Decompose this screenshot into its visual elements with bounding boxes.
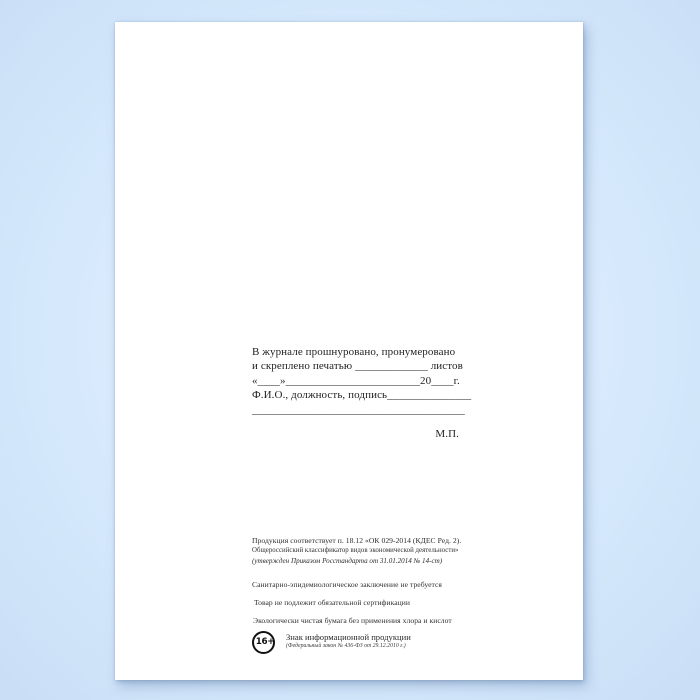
stitch-line-5: ______________________________________	[252, 403, 465, 416]
stitch-line-2: и скреплено печатью _____________ листов	[252, 360, 463, 373]
age-rating-16plus-icon	[252, 631, 275, 654]
age-rating-label: 16+	[255, 637, 275, 647]
stitching-certification-block	[252, 345, 472, 441]
standard-compliance-line-1: Продукция соответствует п. 18.12 «ОК 029-2014 (КДЕС Ред. 2).	[252, 536, 462, 545]
stitch-line-3: «____»________________________20____г.	[252, 374, 460, 387]
stitch-line-4: Ф.И.О., должность, подпись_______________	[252, 389, 472, 402]
age-mark-text	[286, 631, 411, 650]
stamp-place-label: М.П.	[435, 428, 459, 441]
sanitary-statement: Санитарно-эпидемиологическое заключение не требуется	[252, 579, 442, 589]
age-mark-title: Знак информационной продукции	[286, 631, 411, 642]
standard-compliance-line-3: (утвержден Приказом Росстандарта от 31.01.2014 № 14-ст)	[252, 556, 443, 565]
journal-back-page	[115, 22, 583, 680]
age-mark-law-note: (Федеральный закон № 436-ФЗ от 29.12.2010 г.)	[286, 642, 406, 649]
stitch-line-1: В журнале прошнуровано, пронумеровано	[252, 346, 456, 358]
eco-paper-statement: Экологически чистая бумага без применения хлора и кислот	[253, 615, 452, 625]
certification-statement: Товар не подлежит обязательной сертификации	[254, 597, 411, 607]
compliance-block	[252, 536, 482, 654]
standard-compliance-line-2: Общероссийский классификатор видов экономической деятельности»	[252, 547, 459, 554]
age-mark-row	[252, 631, 482, 654]
